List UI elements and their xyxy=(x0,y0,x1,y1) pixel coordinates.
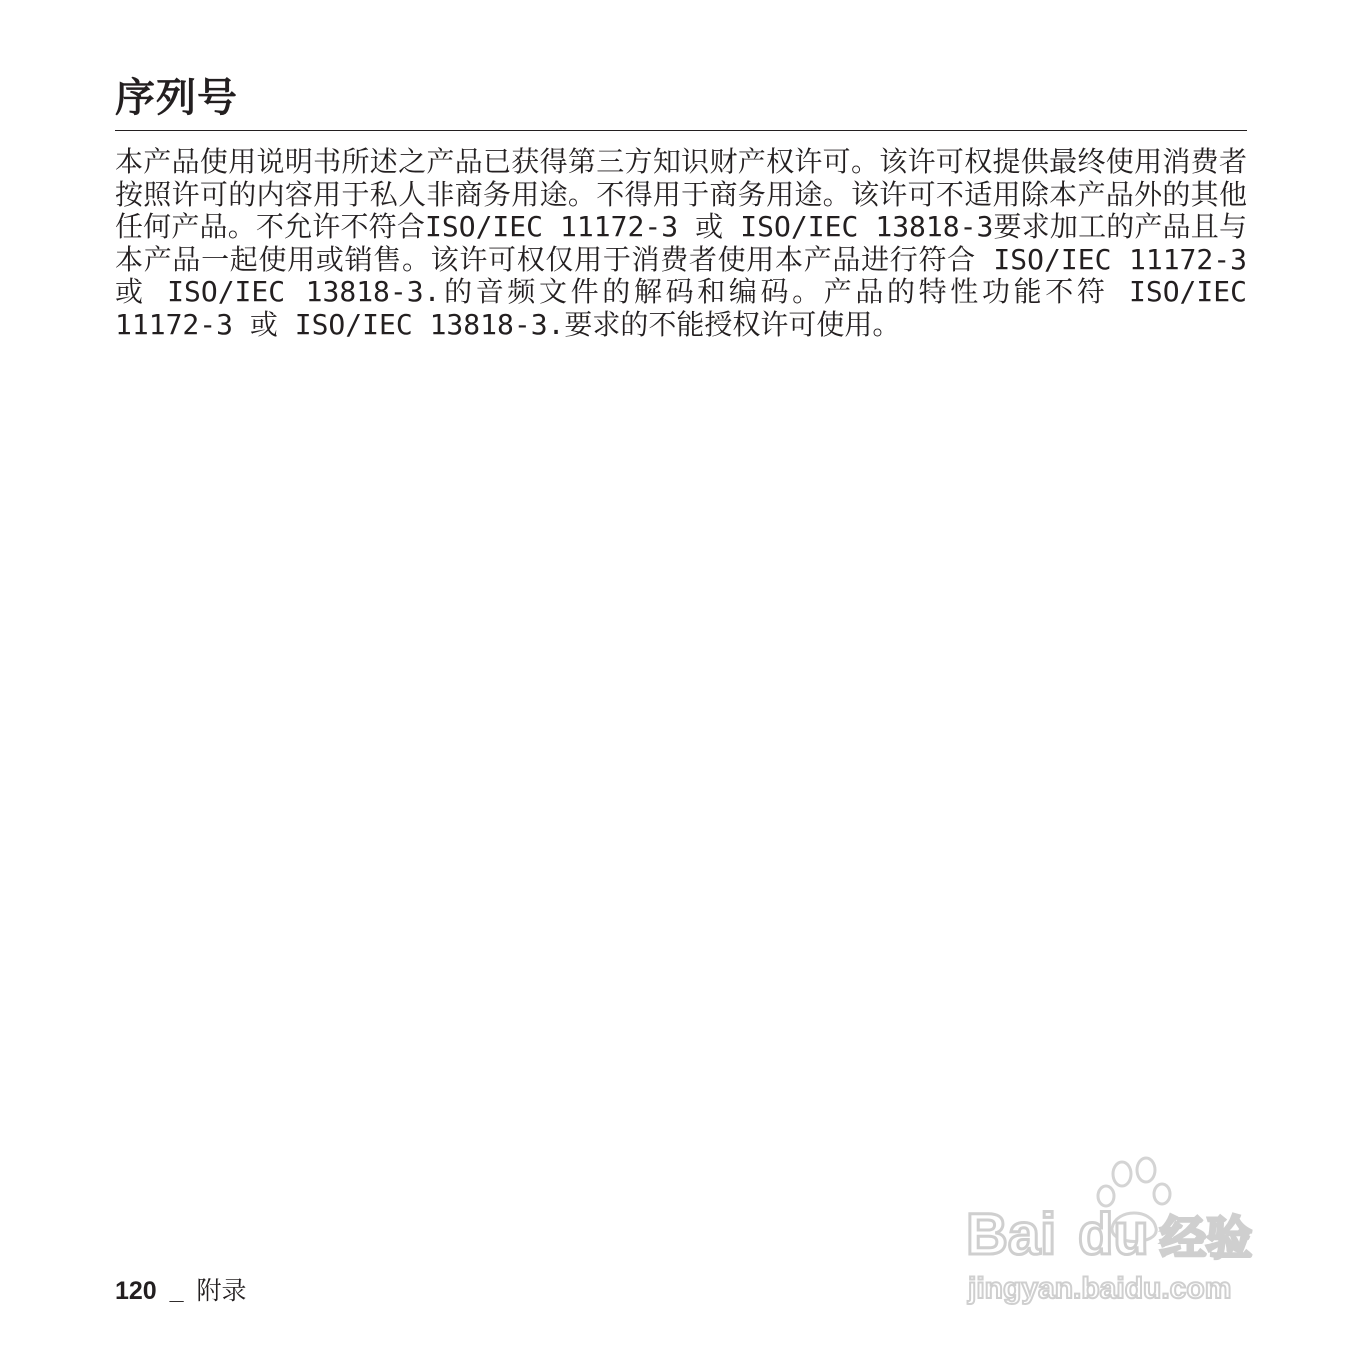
watermark-du-text: du xyxy=(1078,1202,1149,1267)
section-name: 附录 xyxy=(196,1276,247,1305)
baidu-jingyan-watermark xyxy=(960,1150,1290,1310)
page-footer xyxy=(115,1275,247,1307)
watermark-url: jingyan.baidu.com xyxy=(968,1272,1232,1305)
watermark-brand-text: Bai xyxy=(966,1202,1057,1267)
page-number: 120 xyxy=(115,1277,157,1305)
watermark-jingyan-text: 经验 xyxy=(1160,1211,1252,1265)
license-paragraph: 本产品使用说明书所述之产品已获得第三方知识财产权许可。该许可权提供最终使用消费者按照许可的内容用于私人非商务用途。不得用于商务用途。该许可不适用除本产品外的其他任何产品。不允许不符合ISO/IEC 11172-3 或 ISO/IEC 13818-3要求加工的产品且与本产品一起使用或销售。该许可权仅用于消费者使用本产品进行符合 ISO/IEC 11172-3 或 ISO/IEC 13818-3.的音频文件的解码和编码。产品的特性功能不符 ISO/IEC 11172-3 或 ISO/IEC 13818-3.要求的不能授权许可使用。 xyxy=(115,145,1247,341)
footer-separator: _ xyxy=(169,1277,184,1305)
page-title: 序列号 xyxy=(115,75,238,121)
title-divider xyxy=(115,130,1247,131)
